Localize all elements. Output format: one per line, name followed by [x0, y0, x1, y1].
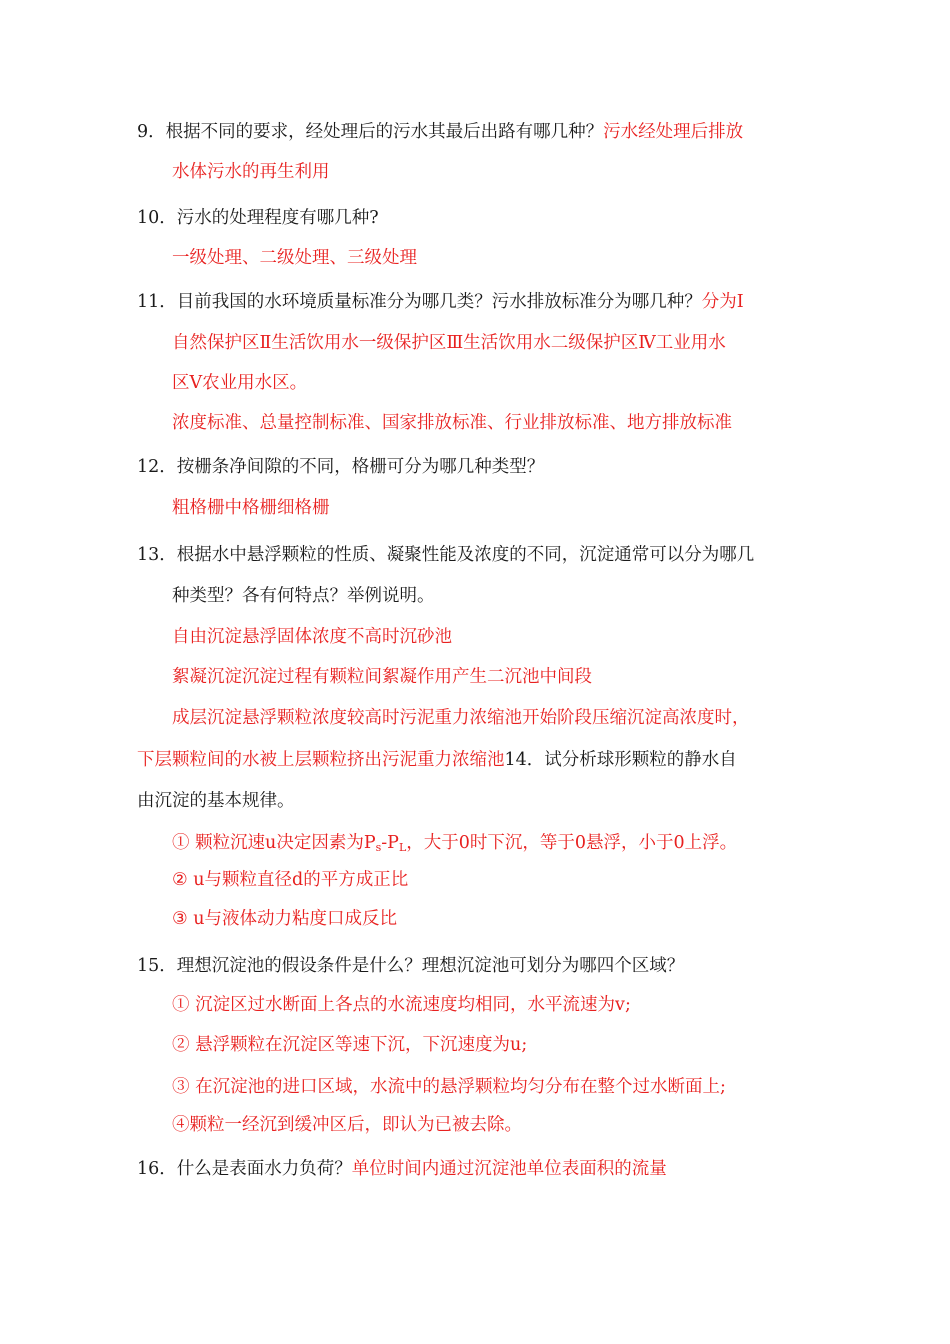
- q9-line: [137, 120, 743, 144]
- q14-a1-mid: -P: [381, 833, 399, 853]
- q15-answer-line2: ② 悬浮颗粒在沉淀区等速下沉，下沉速度为u;: [172, 1035, 528, 1055]
- q16-line: [137, 1157, 667, 1181]
- q14-answer-line2: ② u与颗粒直径d的平方成正比: [172, 870, 409, 890]
- q13-answer-line3: 成层沉淀悬浮颗粒浓度较高时污泥重力浓缩池开始阶段压缩沉淀高浓度时，: [172, 708, 750, 728]
- q15-answer-line1: ① 沉淀区过水断面上各点的水流速度均相同，水平流速为v;: [172, 995, 631, 1015]
- q15-answer-line3: ③ 在沉淀池的进口区域，水流中的悬浮颗粒均匀分布在整个过水断面上;: [172, 1077, 726, 1097]
- q13-answer-line2: 絮凝沉淀沉淀过程有颗粒间絮凝作用产生二沉池中间段: [172, 667, 592, 687]
- q11-answer-line2: 自然保护区Ⅱ生活饮用水一级保护区Ⅲ生活饮用水二级保护区Ⅳ工业用水: [172, 333, 726, 353]
- q11-answer-line4: 浓度标准、总量控制标准、国家排放标准、行业排放标准、地方排放标准: [172, 413, 732, 433]
- q14-a1-post: ，大于0时下沉，等于0悬浮，小于0上浮。: [406, 833, 738, 853]
- q11-answer-line3: 区Ⅴ农业用水区。: [172, 373, 308, 393]
- q14-question: 14．试分析球形颗粒的静水自: [504, 750, 737, 770]
- q13-question: 13．根据水中悬浮颗粒的性质、凝聚性能及浓度的不同，沉淀通常可以分为哪几: [137, 545, 755, 565]
- q12-question: 12．按栅条净间隙的不同，格栅可分为哪几种类型？: [137, 457, 545, 477]
- q11-question: 11．目前我国的水环境质量标准分为哪几类？污水排放标准分为哪几种？: [137, 292, 702, 312]
- q14-answer-line3: ③ u与液体动力粘度口成反比: [172, 909, 398, 929]
- q14-a1-pre: ① 颗粒沉速u决定因素为P: [172, 833, 376, 853]
- q16-answer: 单位时间内通过沉淀池单位表面积的流量: [351, 1159, 667, 1179]
- q13-question-cont: 种类型？各有何特点？举例说明。: [172, 586, 435, 606]
- q11-line: [137, 290, 744, 314]
- q14-a1-sub-l: L: [398, 841, 407, 854]
- q12-answer: 粗格栅中格栅细格栅: [172, 498, 330, 518]
- q14-a1-sub-s: s: [375, 841, 382, 854]
- q13-q14-line: [137, 748, 737, 772]
- q9-answer-cont: 水体污水的再生利用: [172, 162, 330, 182]
- q13-answer-line4: 下层颗粒间的水被上层颗粒挤出污泥重力浓缩池: [137, 750, 505, 770]
- q13-answer-line1: 自由沉淀悬浮固体浓度不高时沉砂池: [172, 627, 452, 647]
- q11-answer: 分为Ⅰ: [701, 292, 744, 312]
- q10-question: 10．污水的处理程度有哪几种?: [137, 208, 379, 228]
- q10-answer: 一级处理、二级处理、三级处理: [172, 248, 417, 268]
- q9-question: 9．根据不同的要求，经处理后的污水其最后出路有哪几种？: [137, 122, 604, 142]
- q15-question: 15．理想沉淀池的假设条件是什么？理想沉淀池可划分为哪四个区域？: [137, 956, 685, 976]
- q16-question: 16．什么是表面水力负荷？: [137, 1159, 352, 1179]
- q15-answer-line4: ④颗粒一经沉到缓冲区后，即认为已被去除。: [172, 1115, 522, 1135]
- q14-answer-line1: [172, 831, 737, 860]
- q14-question-cont: 由沉淀的基本规律。: [137, 791, 295, 811]
- q9-answer: 污水经处理后排放: [603, 122, 744, 142]
